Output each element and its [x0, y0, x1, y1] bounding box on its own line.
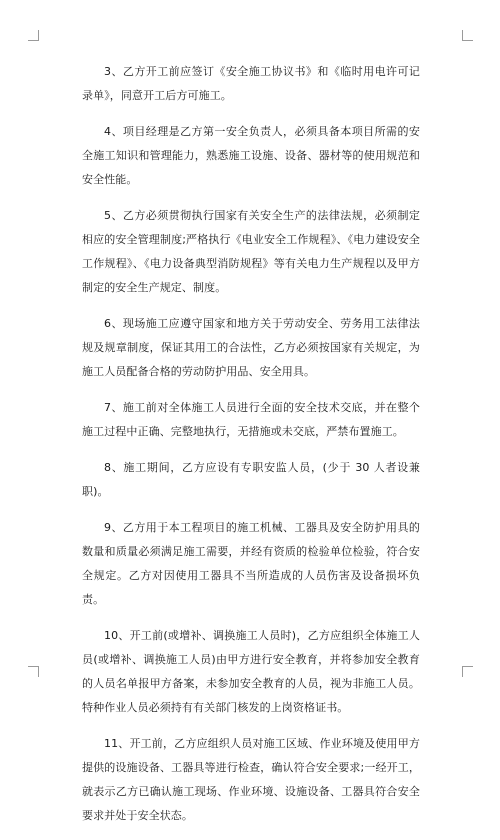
paragraph-8: 8、施工期间，乙方应设有专职安监人员，(少于 30 人者设兼职)。	[82, 461, 420, 498]
paragraph-11: 11、开工前，乙方应组织人员对施工区域、作业环境及使用甲方提供的设施设备、工器具等进行检查，确认符合安全要求;一经开工，就表示乙方已确认施工现场、作业环境、设施设备、工器具符合安全要求并处于安全状态。	[82, 737, 420, 822]
crop-mark-top-right	[462, 30, 473, 41]
paragraph-4: 4、项目经理是乙方第一安全负责人，必须具备本项目所需的安全施工知识和管理能力，熟悉施工设施、设备、器材等的使用规范和安全性能。	[82, 125, 420, 186]
paragraph-10: 10、开工前(或增补、调换施工人员时)，乙方应组织全体施工人员(或增补、调换施工人员)由甲方进行安全教育，并将参加安全教育的人员名单报甲方备案，未参加安全教育的人员，视为非施工人员。特种作业人员必须持有有关部门核发的上岗资格证书。	[82, 629, 420, 714]
document-body	[82, 60, 420, 840]
paragraph-7: 7、施工前对全体施工人员进行全面的安全技术交底，并在整个施工过程中正确、完整地执行，无措施或未交底，严禁布置施工。	[82, 401, 420, 438]
paragraph-5: 5、乙方必须贯彻执行国家有关安全生产的法律法规，必须制定相应的安全管理制度;严格执行《电业安全工作规程》、《电力建设安全工作规程》、《电力设备典型消防规程》等有关电力生产规程以及甲方制定的安全生产规定、制度。	[82, 209, 420, 294]
paragraph-9: 9、乙方用于本工程项目的施工机械、工器具及安全防护用具的数量和质量必须满足施工需要，并经有资质的检验单位检验，符合安全规定。乙方对因使用工器具不当所造成的人员伤害及设备损坏负责。	[82, 521, 420, 606]
crop-mark-bottom-right	[462, 666, 473, 677]
crop-mark-top-left	[28, 30, 39, 41]
paragraph-3: 3、乙方开工前应签订《安全施工协议书》和《临时用电许可记录单》，同意开工后方可施工。	[82, 65, 420, 102]
paragraph-6: 6、现场施工应遵守国家和地方关于劳动安全、劳务用工法律法规及规章制度，保证其用工的合法性，乙方必须按国家有关规定，为施工人员配备合格的劳动防护用品、安全用具。	[82, 317, 420, 378]
crop-mark-bottom-left	[28, 666, 39, 677]
